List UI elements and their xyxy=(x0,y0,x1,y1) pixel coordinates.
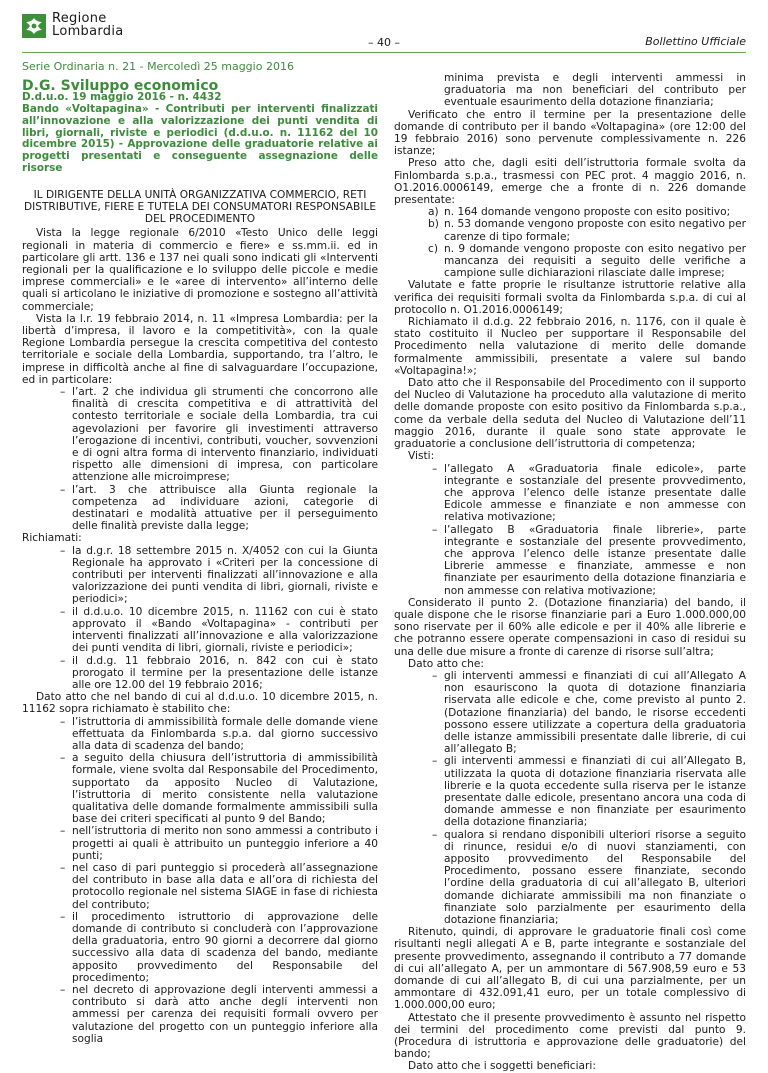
brand-line-1: Regione xyxy=(52,11,107,26)
paragraph: Dato atto che nel bando di cui al d.d.u.o. 10 dicembre 2015, n. 11162 sopra richiamato è stabilito che: xyxy=(22,691,378,716)
list-item: – il procedimento istruttorio di approvazione delle domande di contributo si concluderà con l’approvazione della graduatoria, entro 90 giorni a decorrere dal giorno successivo alla data di scadenza del bando, mediante apposito provvedimento del Responsabile del procedimento; xyxy=(72,911,378,984)
list-item: – la d.g.r. 18 settembre 2015 n. X/4052 con cui la Giunta Regionale ha approvato i «Criteri per la concessione di contributi per interventi finalizzati all’innovazione e alla valorizzazione dei punti vendita di libri, giornali, riviste e periodici»; xyxy=(72,545,378,606)
paragraph: minima prevista e degli interventi ammessi in graduatoria ma non beneficiari del contributo per eventuale esaurimento della dotazione finanziaria; xyxy=(444,72,746,109)
list-item xyxy=(428,218,746,243)
right-column xyxy=(394,72,746,1073)
list-item: – il d.d.g. 11 febbraio 2016, n. 842 con cui è stato prorogato il termine per la presentazione delle istanze alle ore 12.00 del 19 febbraio 2016; xyxy=(72,655,378,692)
list-item: – il d.d.u.o. 10 dicembre 2015, n. 11162 con cui è stato approvato il «Bando «Voltapagina» - contributi per interventi finalizzati all’innovazione e alla valorizzazione dei punti vendita di libri, giornali, riviste e periodici»; xyxy=(72,606,378,655)
section-heading: D.G. Sviluppo economico xyxy=(22,78,219,94)
list-item: – l’art. 2 che individua gli strumenti che concorrono alle finalità di crescita competitiva e di attrattività del contesto territoriale e sociale della Lombardia, tra cui agevolazioni per favorire gli investimenti attraverso l’erogazione di incentivi, contributi, voucher, sovvenzioni e di ogni altra forma di intervento finanziario, individuati rispetto alle dimensioni di impresa, con particolare attenzione alle microimprese; xyxy=(72,386,378,484)
page-number: – 40 – xyxy=(368,36,400,49)
dash-list xyxy=(394,463,746,597)
list-item: – qualora si rendano disponibili ulteriori risorse a seguito di rinunce, residui e/o di nuovi stanziamenti, con apposito provvedimento del Responsabile del Procedimento, possano essere finanziate, secondo l’ordine della graduatoria di cui all’allegato B, ulteriori domande dichiarate ammissibili ma non finanziate o finanziate solo parzialmente per esaurimento della dotazione finanziaria; xyxy=(444,829,746,927)
list-item-label: a) xyxy=(428,206,439,219)
list-item: – nel caso di pari punteggio si procederà all’assegnazione del contributo in base alla data e all’ora di richiesta del protocollo regionale nel sistema SIAGE in fase di richiesta del contributo; xyxy=(72,862,378,911)
decree-title xyxy=(22,92,378,175)
lettered-list xyxy=(394,206,746,279)
list-item: – nell’istruttoria di merito non sono ammessi a contributo i progetti ai quali è attribuito un punteggio inferiore a 40 punti; xyxy=(72,825,378,862)
paragraph: Vista la legge regionale 6/2010 «Testo Unico delle leggi regionali in materia di commercio e fiere» e ss.mm.ii. ed in particolare gli artt. 136 e 137 nei quali sono indicati gli «Interventi regionali per la qualificazione e lo sviluppo delle piccole e medie imprese commerciali» e le «aree di intervento» all’interno delle quali si articolano le iniziative di promozione e sostegno all’attività commerciale; xyxy=(22,227,378,313)
brand-line-2: Lombardia xyxy=(52,24,124,39)
paragraph: Considerato il punto 2. (Dotazione finanziaria) del bando, il quale dispone che le risorse finanziarie pari a Euro 1.000.000,00 sono riservate per il 60% alle edicole e per il 40% alle librerie e che potranno essere operate compensazioni in caso di residui su una delle due misure a fronte di carenze di risorse sull’altra; xyxy=(394,596,746,658)
decree-title-text: D.d.u.o. 19 maggio 2016 - n. 4432 Bando «Voltapagina» - Contributi per interventi finalizzati all’innovazione e alla valorizzazione dei punti vendita di libri, giornali, riviste e periodici (d.d.u.o. n. 11162 del 10 dicembre 2015) - Approvazione delle graduatorie relative ai progetti presentati e conseguente assegnazione delle risorse xyxy=(22,91,378,174)
list-item-text: n. 53 domande vengono proposte con esito negativo per carenze di tipo formale; xyxy=(444,218,746,243)
regione-lombardia-logo xyxy=(22,14,46,38)
list-item-label: c) xyxy=(428,242,438,255)
list-item: – nel decreto di approvazione degli interventi ammessi a contributo si darà atto anche degli interventi non ammessi per carenza dei requisiti formali ovvero per valutazione del progetto con un punteggio inferiore alla soglia xyxy=(72,984,378,1045)
page-header xyxy=(0,0,768,56)
dash-list xyxy=(22,545,378,691)
list-item: – l’allegato A «Graduatoria finale edicole», parte integrante e sostanziale del presente provvedimento, che approva l’elenco delle istanze presentate dalle Edicole ammesse e finanziate e non ammesse con relativa motivazione; xyxy=(444,463,746,524)
paragraph: Richiamato il d.d.g. 22 febbraio 2016, n. 1176, con il quale è stato costituito il Nucleo per supportare il Responsabile del Procedimento nella valutazione di merito delle domande formalmente ammissibili, presentate a valere sul bando «Voltapagina!»; xyxy=(394,316,746,377)
header-divider xyxy=(22,52,746,53)
list-item xyxy=(428,242,746,280)
brand-name xyxy=(52,12,124,38)
authority-heading: IL DIRIGENTE DELLA UNITÀ ORGANIZZATIVA COMMERCIO, RETI DISTRIBUTIVE, FIERE E TUTELA DEI CONSUMATORI RESPONSABILE DEL PROCEDIMENTO xyxy=(23,188,377,226)
list-item: – l’istruttoria di ammissibilità formale delle domande viene effettuata da Finlombarda s.p.a. dal giorno successivo alla data di scadenza del bando; xyxy=(72,716,378,753)
list-item-text: n. 164 domande vengono proposte con esito positivo; xyxy=(444,206,731,219)
paragraph: Vista la l.r. 19 febbraio 2014, n. 11 «Impresa Lombardia: per la libertà d’impresa, il lavoro e la competitività», con la quale Regione Lombardia persegue la crescita competitiva del contesto territoriale e sociale della Lombardia, supportando, tra l’altro, le imprese in difficoltà anche al fine di salvaguardare l’occupazione, ed in particolare: xyxy=(22,312,378,386)
paragraph: Ritenuto, quindi, di approvare le graduatorie finali così come risultanti negli allegati A e B, parte integrante e sostanziale del presente provvedimento, assegnando il contributo a 77 domande di cui all’allegato A, per un ammontare di 567.908,59 euro e 53 domande di cui all’allegato B, di cui una parzialmente, per un ammontare di 432.091,41 euro, per un totale complessivo di 1.000.000,00 euro; xyxy=(394,926,746,1012)
list-item xyxy=(428,206,746,219)
dash-list xyxy=(22,386,378,532)
paragraph: Attestato che il presente provvedimento è assunto nel rispetto dei termini del procedimento come previsti dal punto 9. (Procedura di istruttoria e approvazione delle graduatorie) del bando; xyxy=(394,1011,746,1061)
left-column xyxy=(22,80,378,1045)
list-item: – l’art. 3 che attribuisce alla Giunta regionale la competenza ad individuare azioni, categorie di destinatari e modalità attuative per il perseguimento delle finalità previste dalla legge; xyxy=(72,484,378,533)
list-item-label: b) xyxy=(428,218,439,231)
list-item-text: n. 9 domande vengono proposte con esito negativo per mancanza dei requisiti a seguito delle verifiche a campione sulle dichiarazioni rilasciate dalle imprese; xyxy=(444,242,746,280)
series-line: Serie Ordinaria n. 21 - Mercoledì 25 maggio 2016 xyxy=(22,60,294,73)
rosa-camuna-icon xyxy=(22,14,46,38)
bulletin-title: Bollettino Ufficiale xyxy=(645,35,746,48)
paragraph: Valutate e fatte proprie le risultanze istruttorie relative alla verifica dei requisiti formali svolta da Finlombarda s.p.a. di cui al protocollo n. O1.2016.0006149; xyxy=(394,279,746,316)
dash-list xyxy=(22,716,378,1045)
paragraph: Visti: xyxy=(408,450,435,463)
list-item: – gli interventi ammessi e finanziati di cui all’Allegato B, utilizzata la quota di dotazione finanziaria riservata alle librerie e la quota eccedente sulla riserva per le istanze presentate dalle edicole, presentano ancora una coda di domande ammesse e non finanziate per esaurimento della dotazione finanziaria; xyxy=(444,755,746,828)
list-item: – l’allegato B «Graduatoria finale librerie», parte integrante e sostanziale del presente provvedimento, che approva l’elenco delle istanze presentate dalle Librerie ammesse e finanziate, ammesse e non finanziate per esaurimento della dotazione finanziaria e non ammesse con relativa motivazione; xyxy=(444,524,746,597)
paragraph: Verificato che entro il termine per la presentazione delle domande di contributo per il bando «Voltapagina» (ore 12:00 del 19 febbraio 2016) sono pervenute complessivamente n. 226 istanze; xyxy=(394,108,746,158)
dash-list xyxy=(394,670,746,926)
list-item: – gli interventi ammessi e finanziati di cui all’Allegato A non esauriscono la quota di dotazione finanziaria riservata alle edicole e che, come previsto al punto 2. (Dotazione finanziaria) del bando, le risorse eccedenti possono essere utilizzate a copertura della graduatoria delle istanze ammissibili presentate dalle librerie, di cui all’allegato B; xyxy=(444,670,746,755)
paragraph: Dato atto che il Responsabile del Procedimento con il supporto del Nucleo di Valutazione ha proceduto alla valutazione di merito delle domande proposte con esito positivo da Finlombarda s.p.a., come da verbale della seduta del Nucleo di Valutazione dell’11 maggio 2016, durante il quale sono state approvate le graduatorie a conclusione dell’istruttoria di competenza; xyxy=(394,377,746,451)
list-item: – a seguito della chiusura dell’istruttoria di ammissibilità formale, viene svolta dal Responsabile del Procedimento, supportato da apposito Nucleo di Valutazione, l’istruttoria di merito consistente nella valutazione qualitativa delle domande formalmente ammissibili sulla base dei criteri specificati al punto 9 del Bando; xyxy=(72,752,378,825)
paragraph: Richiamati: xyxy=(22,532,82,545)
paragraph: Preso atto che, dagli esiti dell’istruttoria formale svolta da Finlombarda s.p.a., trasmessi con PEC prot. 4 maggio 2016, n. O1.2016.0006149, emerge che a fronte di n. 226 domande presentate: xyxy=(394,157,746,207)
paragraph: Dato atto che: xyxy=(408,657,484,670)
paragraph: Dato atto che i soggetti beneficiari: xyxy=(408,1060,596,1073)
